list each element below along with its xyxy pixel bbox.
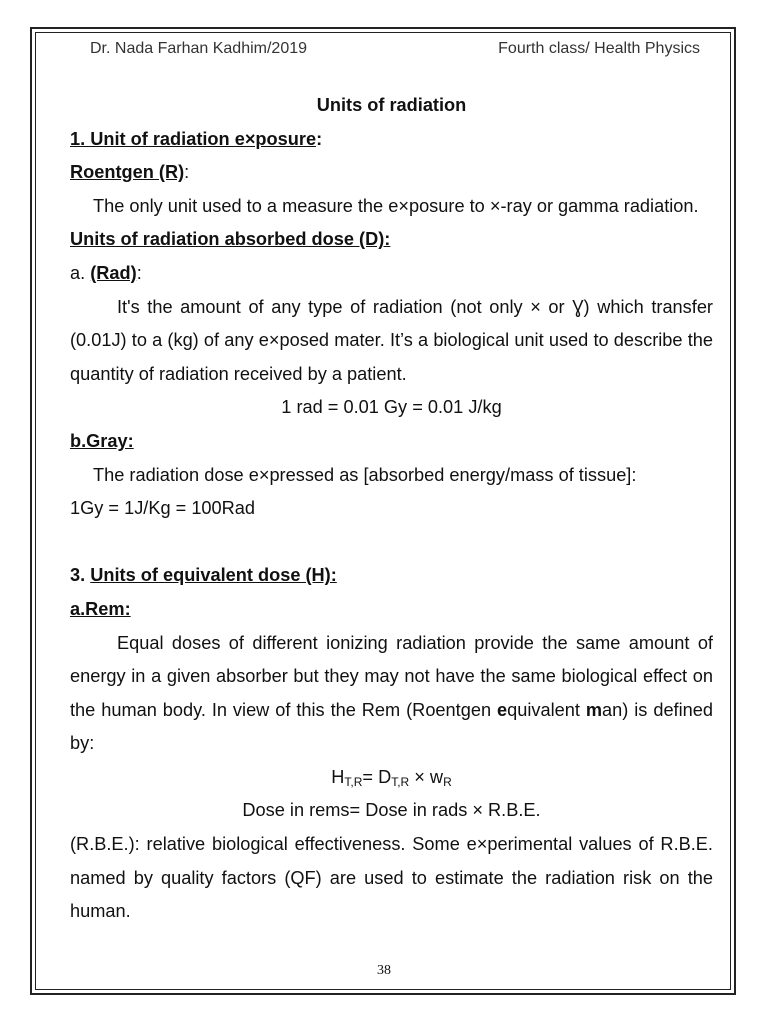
gray-heading: b.Gray:	[70, 430, 134, 451]
rem-text-mid: quivalent	[507, 699, 586, 720]
document-body	[70, 89, 713, 929]
section-1-heading-suffix: :	[316, 128, 323, 149]
roentgen-paragraph: The only unit used to a measure the e×posure to ×-ray or gamma radiation.	[93, 195, 699, 216]
roentgen-heading-text: Roentgen (R)	[70, 162, 185, 183]
roentgen-heading-suffix: :	[184, 162, 190, 183]
formula-eq: = D	[362, 766, 392, 787]
formula-d-sub: T,R	[391, 774, 410, 789]
formula-w-sub: R	[443, 774, 452, 789]
section-2-heading: Units of radiation absorbed dose (D):	[70, 229, 391, 250]
roentgen-heading	[70, 156, 713, 190]
section-3-heading-text: Units of equivalent dose (H):	[90, 565, 337, 586]
page-number: 38	[377, 963, 391, 978]
rem-text-main: Equal doses of different ionizing radiation provide the same amount of energy in a given absorber but they may not have the same biological effect on the human body. In view of this the Rem (Roentgen	[70, 632, 713, 720]
section-3-prefix: 3.	[70, 565, 91, 586]
rad-heading-text: (Rad)	[90, 262, 137, 283]
rem-bold-e: e	[497, 699, 508, 720]
section-1-heading	[70, 123, 713, 157]
rad-heading-suffix: :	[136, 262, 142, 283]
header-course: Fourth class/ Health Physics	[498, 40, 700, 57]
header-author: Dr. Nada Farhan Kadhim/2019	[90, 40, 308, 57]
spacer	[70, 526, 713, 560]
rad-heading	[70, 257, 713, 291]
rbe-paragraph: (R.B.E.): relative biological effectiveness. Some e×perimental values of R.B.E. named by quality factors (QF) are used to estimate the radiation risk on the human.	[70, 834, 713, 922]
doc-title: Units of radiation	[316, 95, 467, 115]
rem-heading: a.Rem:	[70, 598, 131, 619]
formula-times: × w	[409, 766, 444, 787]
rad-paragraph: It's the amount of any type of radiation (not only × or Ɣ) which transfer (0.01J) to a (kg) of any e×posed mater. It’s a biological unit used to describe the quantity of radiation received by a patient.	[70, 296, 713, 384]
equivalent-dose-formula	[70, 761, 713, 795]
formula-h-sub: T,R	[344, 774, 363, 789]
page-header	[70, 40, 700, 60]
rad-prefix: a.	[70, 262, 91, 283]
rem-paragraph	[70, 627, 713, 761]
rad-equation: 1 rad = 0.01 Gy = 0.01 J/kg	[281, 397, 502, 418]
formula-h: H	[331, 766, 345, 787]
section-3-heading	[70, 559, 713, 593]
rem-bold-m: m	[585, 699, 603, 720]
rems-equation: Dose in rems= Dose in rads × R.B.E.	[242, 800, 541, 821]
gray-equation: 1Gy = 1J/Kg = 100Rad	[70, 498, 256, 519]
section-1-heading-text: 1. Unit of radiation e×posure	[70, 128, 317, 149]
rem-text-end: an) is defined by:	[70, 699, 714, 754]
gray-paragraph: The radiation dose e×pressed as [absorbed energy/mass of tissue]:	[93, 464, 637, 485]
